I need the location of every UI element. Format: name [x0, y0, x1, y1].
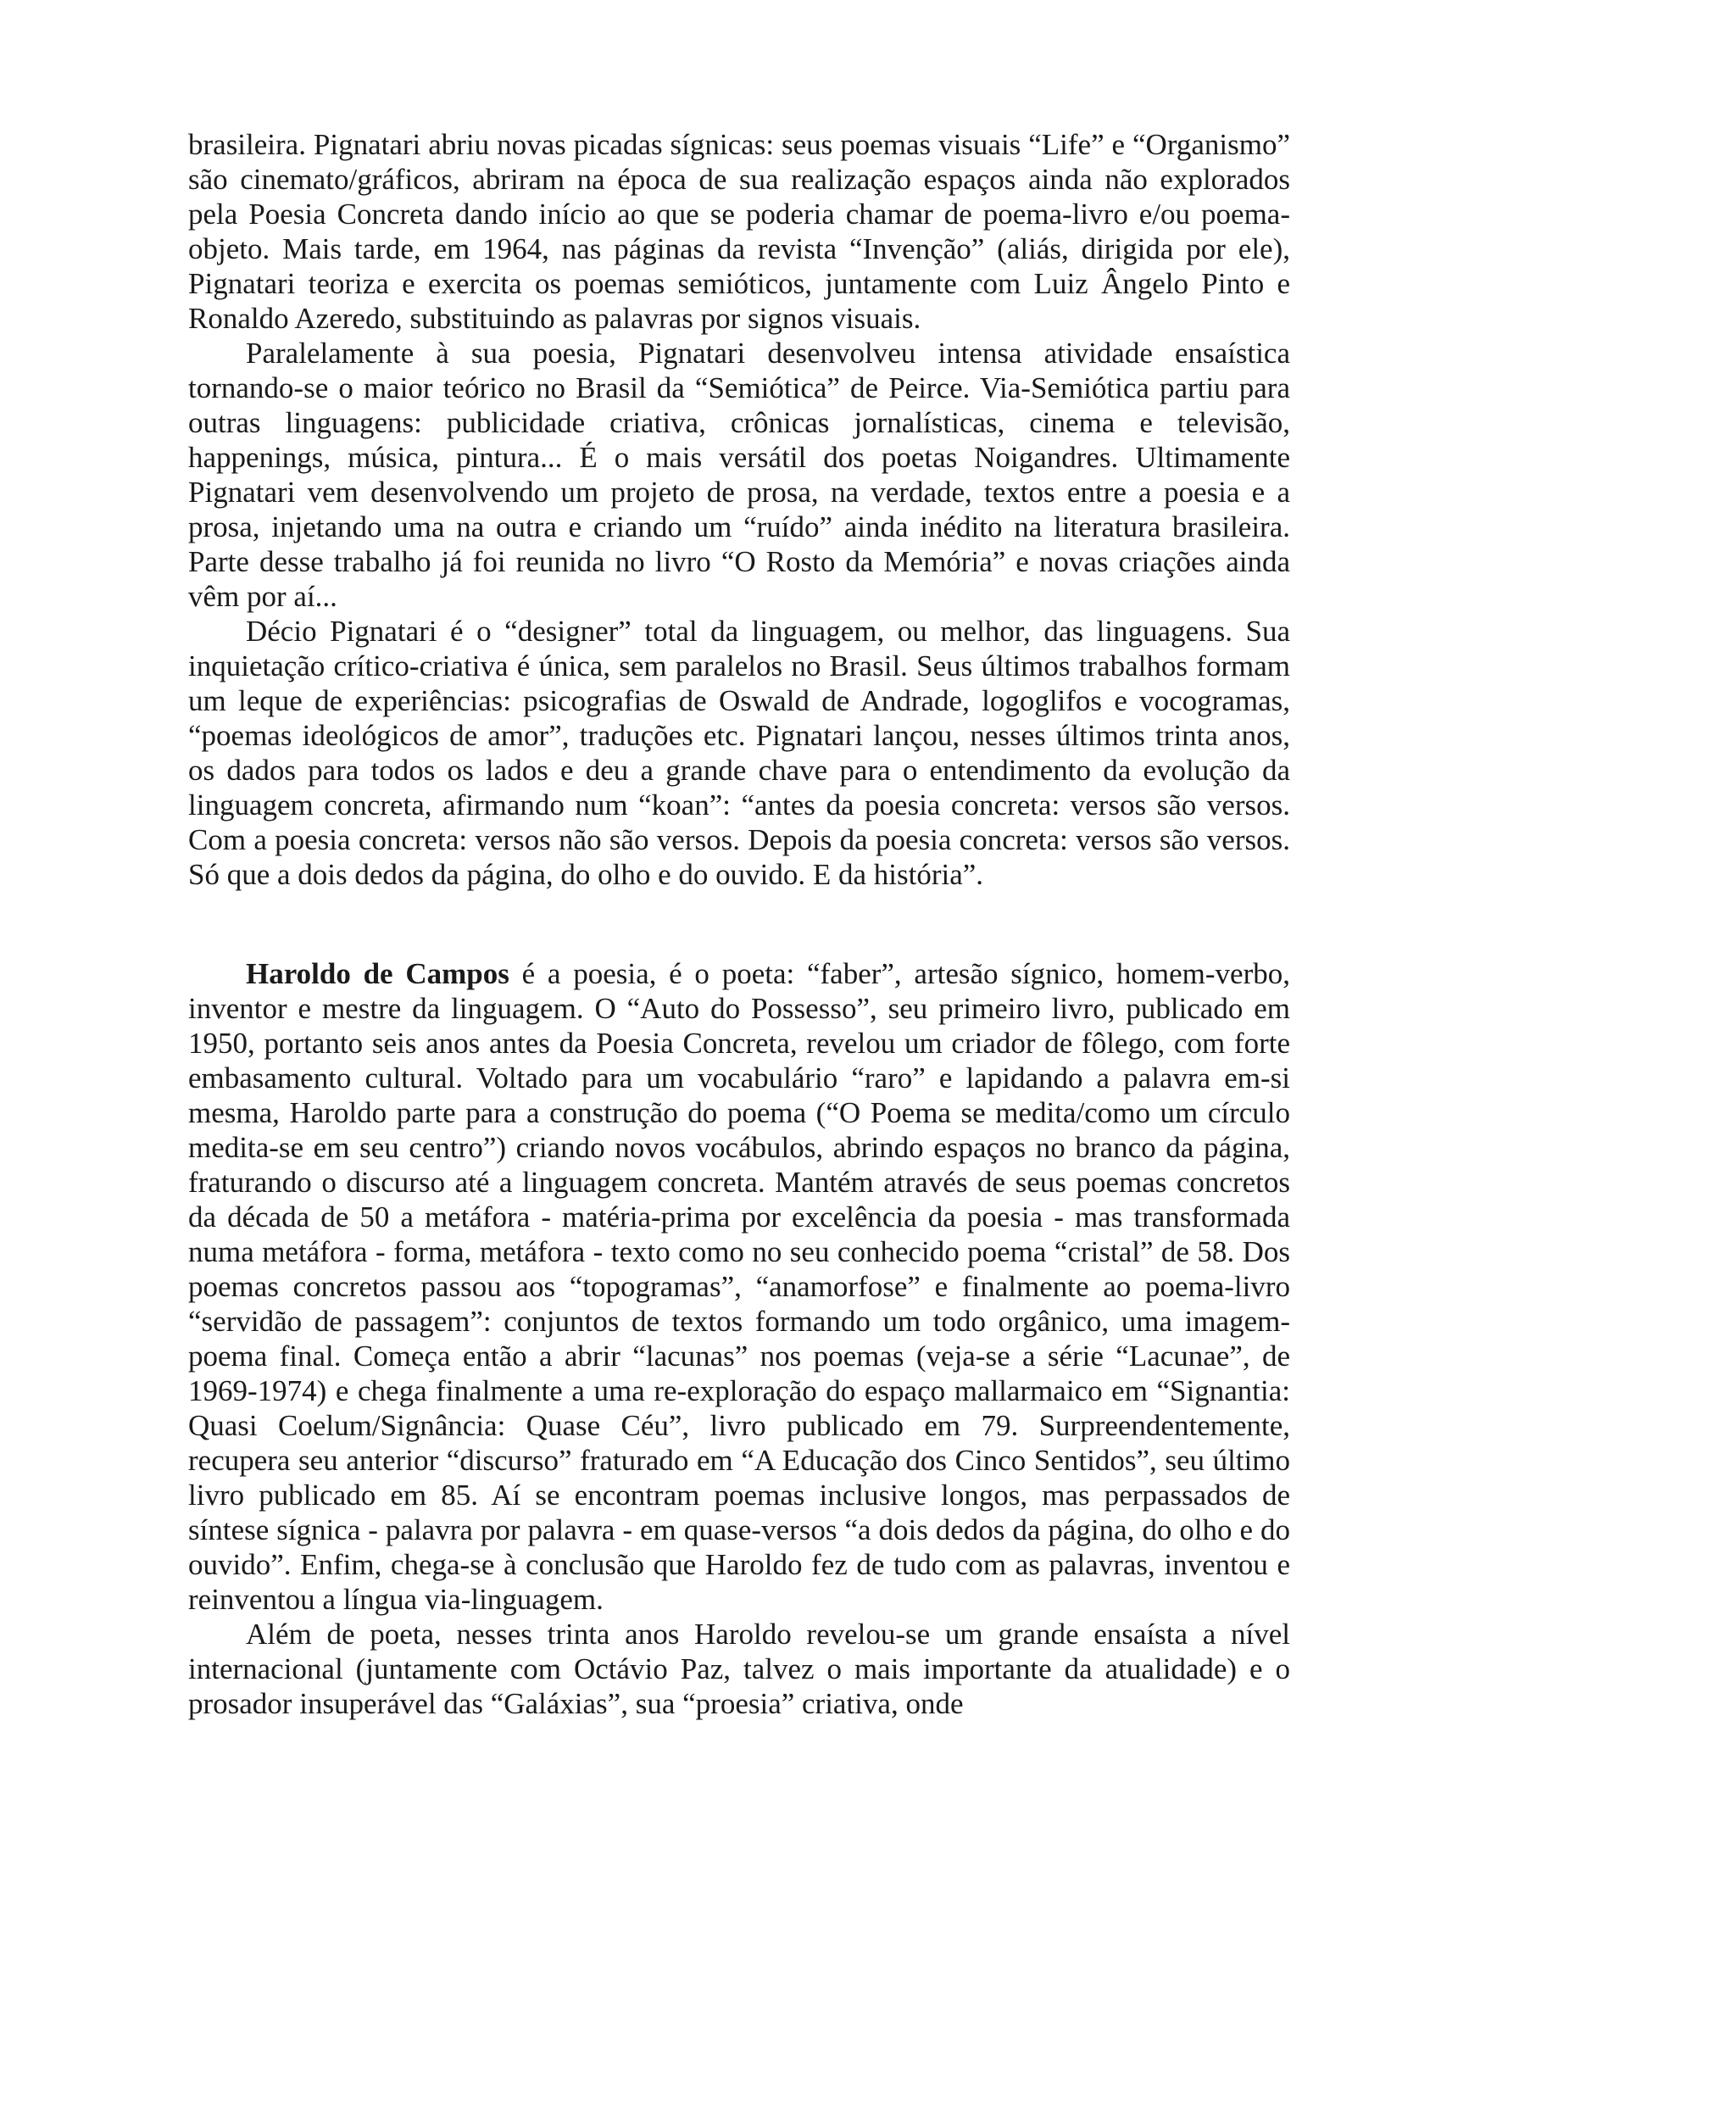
- paragraph-pignatari-1: brasileira. Pignatari abriu novas picadas sígnicas: seus poemas visuais “Life” e “Organismo” são cinemato/gráficos, abriram na época de sua realização espaços ainda não explorados pela Poesia Concreta dando início ao que se poderia chamar de poema-livro e/ou poema-objeto. Mais tarde, em 1964, nas páginas da revista “Invenção” (aliás, dirigida por ele), Pignatari teoriza e exercita os poemas semióticos, juntamente com Luiz Ângelo Pinto e Ronaldo Azeredo, substituindo as palavras por signos visuais.: [188, 128, 1290, 335]
- paragraph-pignatari-3: Décio Pignatari é o “designer” total da linguagem, ou melhor, das linguagens. Sua inquietação crítico-criativa é única, sem paralelos no Brasil. Seus últimos trabalhos formam um leque de experiências: psicografias de Oswald de Andrade, logoglifos e vocogramas, “poemas ideológicos de amor”, traduções etc. Pignatari lançou, nesses últimos trinta anos, os dados para todos os lados e deu a grande chave para o entendimento da evolução da linguagem concreta, afirmando num “koan”: “antes da poesia concreta: versos são versos. Com a poesia concreta: versos não são versos. Depois da poesia concreta: versos são versos. Só que a dois dedos da página, do olho e do ouvido. E da história”.: [188, 615, 1290, 891]
- author-name-haroldo: Haroldo de Campos: [246, 957, 509, 990]
- paragraph-haroldo-2: Além de poeta, nesses trinta anos Haroldo revelou-se um grande ensaísta a nível internacional (juntamente com Octávio Paz, talvez o mais importante da atualidade) e o prosador insuperável das “Galáxias”, sua “proesia” criativa, onde: [188, 1618, 1290, 1720]
- text-column: [188, 127, 1290, 1721]
- paragraph-haroldo-1-text: é a poesia, é o poeta: “faber”, artesão sígnico, homem-verbo, inventor e mestre da linguagem. O “Auto do Possesso”, seu primeiro livro, publicado em 1950, portanto seis anos antes da Poesia Concreta, revelou um criador de fôlego, com forte embasamento cultural. Voltado para um vocabulário “raro” e lapidando a palavra em-si mesma, Haroldo parte para a construção do poema (“O Poema se medita/como um círculo medita-se em seu centro”) criando novos vocábulos, abrindo espaços no branco da página, fraturando o discurso até a linguagem concreta. Mantém através de seus poemas concretos da década de 50 a metáfora - matéria-prima por excelência da poesia - mas transformada numa metáfora - forma, metáfora - texto como no seu conhecido poema “cristal” de 58. Dos poemas concretos passou aos “topogramas”, “anamorfose” e finalmente ao poema-livro “servidão de passagem”: conjuntos de textos formando um todo orgânico, uma imagem-poema final. Começa então a abrir “lacunas” nos poemas (veja-se a série “Lacunae”, de 1969-1974) e chega finalmente a uma re-exploração do espaço mallarmaico em “Signantia: Quasi Coelum/Signância: Quase Céu”, livro publicado em 79. Surpreendentemente, recupera seu anterior “discurso” fraturado em “A Educação dos Cinco Sentidos”, seu último livro publicado em 85. Aí se encontram poemas inclusive longos, mas perpassados de síntese sígnica - palavra por palavra - em quase-versos “a dois dedos da página, do olho e do ouvido”. Enfim, chega-se à conclusão que Haroldo fez de tudo com as palavras, inventou e reinventou a língua via-linguagem.: [188, 957, 1290, 1616]
- paragraph-pignatari-2: Paralelamente à sua poesia, Pignatari desenvolveu intensa atividade ensaística tornando-se o maior teórico no Brasil da “Semiótica” de Peirce. Via-Semiótica partiu para outras linguagens: publicidade criativa, crônicas jornalísticas, cinema e televisão, happenings, música, pintura... É o mais versátil dos poetas Noigandres. Ultimamente Pignatari vem desenvolvendo um projeto de prosa, na verdade, textos entre a poesia e a prosa, injetando uma na outra e criando um “ruído” ainda inédito na literatura brasileira. Parte desse trabalho já foi reunida no livro “O Rosto da Memória” e novas criações ainda vêm por aí...: [188, 337, 1290, 613]
- section-spacer: [188, 892, 1290, 956]
- paragraph-haroldo-1: [188, 956, 1290, 1617]
